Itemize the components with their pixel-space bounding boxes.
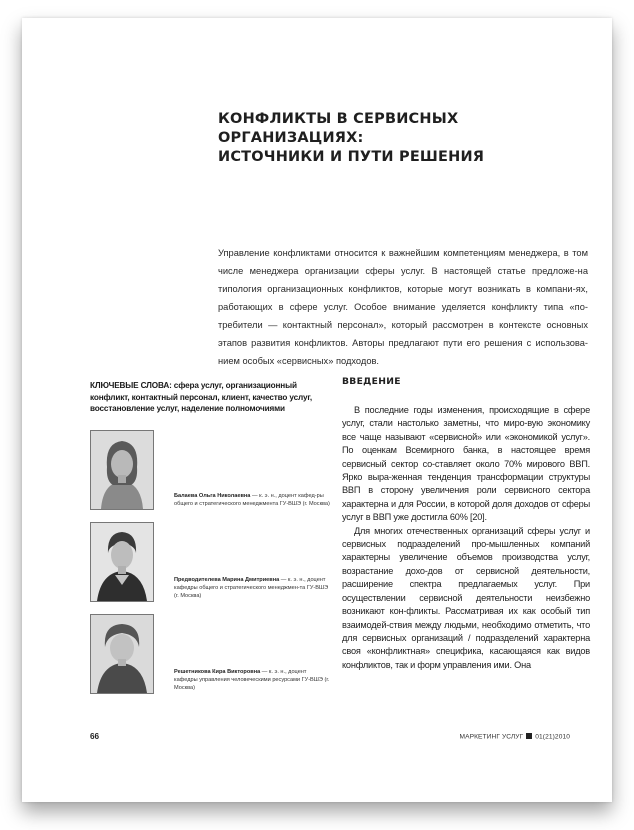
keywords-block: [90, 380, 328, 415]
author-photo-1: [90, 430, 154, 510]
journal-name: МАРКЕТИНГ УСЛУГ: [459, 733, 524, 741]
page-number: 66: [90, 732, 100, 741]
author-details-2: — к. э. н., доцент кафедры общего и стратегического менеджмен-та ГУ-ВШЭ (г. Москва): [174, 577, 329, 599]
article-body: [342, 404, 590, 672]
author-info-2: [174, 576, 330, 600]
article-abstract: Управление конфликтами относится к важнейшим компетенциям менеджера, в том числе менеджера организации сферы услуг. В настоящей статье предложе-на типология организационных конфликтов, которые могут возникать в компани-ях, работающих в сфере услуг. Особое внимание уделяется конфликту типа «по-требители — контактный персонал», который рассмотрен в контексте основных этапов развития конфликтов. Авторы предлагают пути его решения с использова-нием особых «сервисных» подходов.: [218, 248, 588, 366]
author-card-3: [90, 614, 330, 692]
author-photo-2: [90, 522, 154, 602]
title-line-1: КОНФЛИКТЫ В СЕРВИСНЫХ ОРГАНИЗАЦИЯХ:: [218, 111, 459, 146]
keywords-label: КЛЮЧЕВЫЕ СЛОВА:: [90, 381, 172, 390]
author-name-3: Решетникова Кира Викторовна: [174, 669, 261, 675]
body-paragraph-1: В последние годы изменения, происходящие в сфере услуг, стали настолько заметны, что миро-вую экономику все чаще называют «сервисной» или «экономикой услуг». По оценкам Всемирного банка, в настоящее время сервисный сектор со-ставляет около 70% мирового ВВП. Ярко выра-женная тенденция трансформации структуры ВВП в сторону увеличения роли сервисного сектора характерна и для России, в которой доля доходов от сферы услуг в ВВП уже достигла 60% [20].: [342, 405, 590, 523]
author-photo-3: [90, 614, 154, 694]
article-title: [218, 110, 598, 167]
author-details-3: — к. э. н., доцент кафедры управления человеческими ресурсами ГУ-ВШЭ (г. Москва): [174, 669, 330, 691]
author-name-2: Предводителева Марина Дмитриевна: [174, 577, 280, 583]
title-line-2: ИСТОЧНИКИ И ПУТИ РЕШЕНИЯ: [218, 149, 485, 165]
journal-page: [22, 18, 612, 802]
body-paragraph-2: Для многих отечественных организаций сферы услуг и сервисных подразделений про-мышленных компаний характерны увеличение объемов производства услуг, возрастание дохо-дов от сервисной деятельности, расширение спектра предлагаемых услуг. При осуществлении сервисной деятельности неизбежно возникают кон-фликты. Рассматривая их как особый тип взаимодей-ствия между людьми, необходимо отметить, что для сервисных организаций / подразделений характерна своя «конфликтная» специфика, касающаяся как видов конфликтов, так и форм управления ими. Она: [342, 525, 590, 670]
keywords-text: сфера услуг, организационный конфликт, контактный персонал, клиент, качество услуг, восстановление услуг, наделение полномочиями: [90, 381, 313, 413]
author-details-1: — к. э. н., доцент кафед-ры общего и стратегического менеджмента ГУ-ВШЭ (г. Москва): [174, 493, 330, 507]
journal-footer: [459, 733, 570, 741]
author-info-1: [174, 492, 330, 508]
author-info-3: [174, 668, 330, 692]
square-bullet-icon: [526, 733, 532, 739]
author-card-2: [90, 522, 330, 600]
journal-issue: 01(21)2010: [535, 733, 570, 741]
section-heading: ВВЕДЕНИЕ: [342, 376, 401, 387]
author-name-1: Балаева Ольга Николаевна: [174, 493, 251, 499]
author-card-1: [90, 430, 330, 508]
